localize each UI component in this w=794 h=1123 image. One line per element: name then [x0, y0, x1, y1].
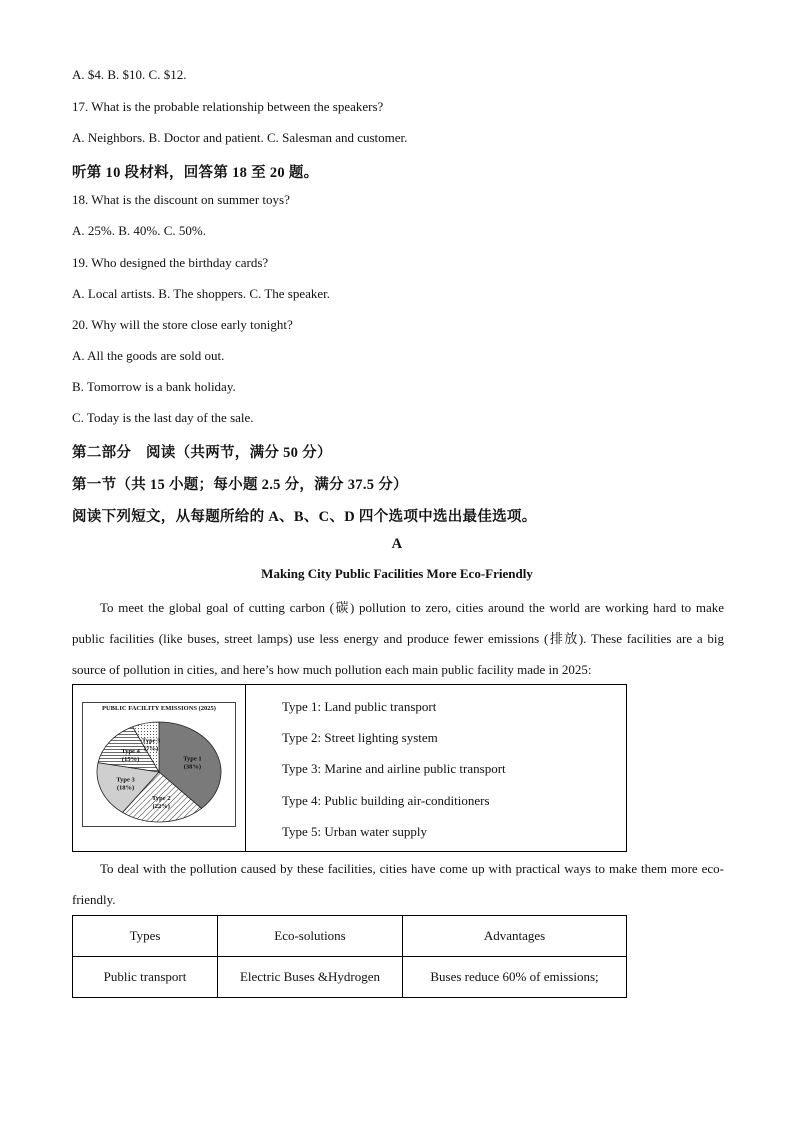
- facility-type-1: Type 1: Land public transport: [282, 699, 437, 714]
- paragraph-2: [72, 853, 724, 915]
- paragraph-1: [72, 592, 724, 685]
- part-heading: 第二部分 阅读（共两节，满分 50 分）: [72, 445, 332, 461]
- facility-type-4: Type 4: Public building air-conditioners: [282, 792, 490, 808]
- eco-solutions-table: [72, 915, 627, 998]
- q20-option-b: B. Tomorrow is a bank holiday.: [72, 379, 236, 394]
- pie-label-4: Type 4: [121, 748, 140, 756]
- pie-label-2: Type 2: [152, 794, 171, 802]
- header-advantages: Advantages: [403, 916, 627, 957]
- facility-type-3: Type 3: Marine and airline public transport: [282, 761, 506, 777]
- passage-title: Making City Public Facilities More Eco-Friendly: [261, 566, 533, 581]
- section10-heading: 听第 10 段材料，回答第 18 至 20 题。: [72, 165, 319, 181]
- pie-value-label-5: (7%): [144, 745, 159, 753]
- pie-label-1: Type 1: [183, 755, 202, 763]
- table-header-row: [73, 916, 627, 957]
- pie-value-label-4: (15%): [121, 756, 140, 764]
- q18-options: A. 25%. B. 40%. C. 50%.: [72, 223, 206, 238]
- chart-title: PUBLIC FACILITY EMISSIONS (2025): [102, 705, 216, 712]
- table-divider: [245, 685, 246, 851]
- q20-text: 20. Why will the store close early tonight?: [72, 317, 293, 332]
- pie-label-5: Type 5: [141, 737, 161, 745]
- paragraph-2-text: To deal with the pollution caused by these facilities, cities have come up with practical ways to make them more eco-friendly.: [72, 861, 724, 907]
- facility-table: [72, 684, 627, 852]
- q19-text: 19. Who designed the birthday cards?: [72, 255, 269, 270]
- emissions-pie-chart: [82, 702, 236, 827]
- cell-type: Public transport: [73, 957, 218, 998]
- pie-value-label-3: (18%): [116, 784, 135, 792]
- header-types: Types: [73, 916, 218, 957]
- instruction: 阅读下列短文，从每题所给的 A、B、C、D 四个选项中选出最佳选项。: [72, 509, 537, 525]
- q18-text: 18. What is the discount on summer toys?: [72, 192, 290, 207]
- pie-value-label-1: (38%): [183, 763, 202, 771]
- header-eco-solutions: Eco-solutions: [218, 916, 403, 957]
- section-heading: 第一节（共 15 小题；每小题 2.5 分，满分 37.5 分）: [72, 477, 408, 493]
- pie-svg: [83, 703, 235, 826]
- pie-value-label-2: (22%): [152, 802, 170, 810]
- cell-advantage: Buses reduce 60% of emissions;: [403, 957, 627, 998]
- paragraph-1-text: To meet the global goal of cutting carbon (碳) pollution to zero, cities around the world are working hard to make public facilities (like buses, street lamps) use less energy and produce fewer emissions (排放). These facilities are a big source of pollution in cities, and here’s how much pollution each main public facility made in 2025:: [72, 600, 724, 677]
- facility-types-list: [282, 697, 506, 853]
- pie-label-3: Type 3: [116, 776, 135, 784]
- q17-text: 17. What is the probable relationship between the speakers?: [72, 99, 384, 114]
- q19-options: A. Local artists. B. The shoppers. C. The speaker.: [72, 286, 331, 301]
- passage-letter: A: [391, 536, 403, 552]
- q20-option-c: C. Today is the last day of the sale.: [72, 410, 254, 425]
- facility-type-2: Type 2: Street lighting system: [282, 730, 438, 746]
- q17-options: A. Neighbors. B. Doctor and patient. C. Salesman and customer.: [72, 130, 408, 145]
- facility-type-5: Type 5: Urban water supply: [282, 823, 427, 839]
- cell-solution: Electric Buses &Hydrogen: [218, 957, 403, 998]
- table-row: [73, 957, 627, 998]
- q16-options: A. $4. B. $10. C. $12.: [72, 67, 187, 82]
- q20-option-a: A. All the goods are sold out.: [72, 348, 225, 363]
